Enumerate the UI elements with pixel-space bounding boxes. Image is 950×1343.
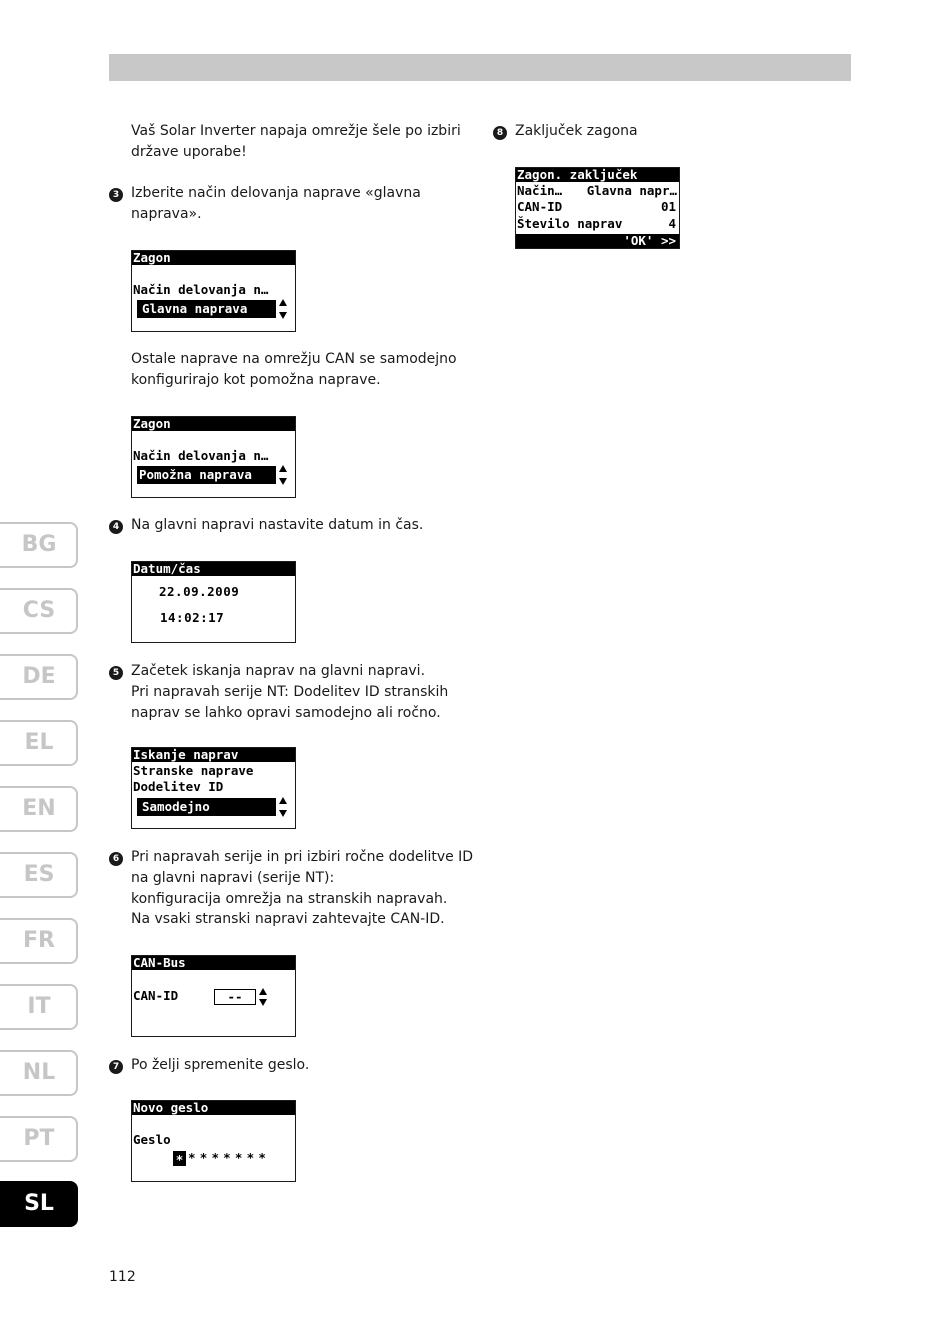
step-6-text [131,847,476,930]
display-title: Iskanje naprav [132,748,295,762]
step-5-line-1: Začetek iskanja naprav na glavni napravi. [131,663,426,679]
language-tab-el[interactable]: EL [0,720,78,766]
step-3-text [131,183,476,225]
up-down-arrows-icon [277,465,289,487]
header-bar [109,54,851,81]
step-4-bullet: 4 [109,520,123,534]
step-3-line-1: Izberite način delovanja naprave «glavna [131,185,421,201]
step-5-bullet: 5 [109,666,123,680]
step-6-line-1: Pri napravah serije in pri izbiri ročne dodelitve ID [131,849,474,865]
language-tab-bg[interactable]: BG [0,522,78,568]
display-title: Novo geslo [132,1101,295,1115]
language-tab-fr[interactable]: FR [0,918,78,964]
display-line-2: Dodelitev ID [133,779,224,794]
display-row-3-label: Število naprav [517,216,623,231]
display-title: CAN-Bus [132,956,295,970]
step-8-bullet: 8 [493,126,507,140]
up-down-arrows-icon [257,988,269,1010]
display-row-3-value: 4 [668,216,676,231]
display-row-1-value: Glavna napr… [586,183,677,198]
display-selected-value: Samodejno [137,798,276,816]
step-8-line-1: Zaključek zagona [515,123,638,139]
display-start-complete [515,167,680,249]
display-selected-value: Glavna naprava [137,300,276,318]
display-label: Geslo [133,1132,171,1147]
page-number: 112 [109,1269,136,1285]
up-down-arrows-icon [277,797,289,819]
language-tab-cs[interactable]: CS [0,588,78,634]
can-note-line-2: konfigurirajo kot pomožna naprave. [131,371,381,388]
can-note-text [131,349,476,391]
language-tab-en[interactable]: EN [0,786,78,832]
display-date: 22.09.2009 [159,584,240,599]
display-title: Zagon [132,417,295,431]
language-tab-de[interactable]: DE [0,654,78,700]
language-tab-es[interactable]: ES [0,852,78,898]
step-4-text [131,515,476,536]
step-4-line-1: Na glavni napravi nastavite datum in čas. [131,517,424,533]
display-label: Način delovanja n… [133,448,269,463]
intro-line-1: Vaš Solar Inverter napaja omrežje šele po izbiri [131,123,461,139]
display-row-2-label: CAN-ID [517,199,563,214]
display-new-password [131,1100,296,1182]
language-tab-pt[interactable]: PT [0,1116,78,1162]
step-6-line-2: na glavni napravi (serije NT): [131,869,335,886]
step-3-line-2: naprava». [131,205,202,222]
language-tab-sl[interactable]: SL [0,1181,78,1227]
display-line-1: Stranske naprave [133,763,254,778]
can-note-line-1: Ostale naprave na omrežju CAN se samodejno [131,351,457,367]
password-masked: ******* [188,1150,271,1165]
display-row-1-label: Način… [517,183,563,198]
display-device-search [131,747,296,829]
step-6-line-4: Na vsaki stranski napravi zahtevajte CAN-ID. [131,911,445,928]
step-5-line-3: naprav se lahko opravi samodejno ali ročno. [131,704,441,721]
intro-text [131,121,476,163]
step-8-text [515,121,815,142]
display-title: Datum/čas [132,562,295,576]
display-title: Zagon. zaključek [516,168,679,182]
display-label: Način delovanja n… [133,282,269,297]
display-start-slave [131,416,296,498]
password-cursor: * [173,1151,186,1166]
display-selected-value: Pomožna naprava [137,466,276,484]
step-3-bullet: 3 [109,188,123,202]
can-id-field: -- [214,989,256,1005]
display-date-time [131,561,296,643]
step-5-text [131,661,476,723]
step-6-line-3: konfiguracija omrežja na stranskih napravah. [131,890,448,907]
step-7-line-1: Po želji spremenite geslo. [131,1057,310,1073]
display-row-2-value: 01 [660,199,676,214]
display-can-bus [131,955,296,1037]
step-6-bullet: 6 [109,852,123,866]
display-ok-footer: 'OK' >> [516,234,679,248]
step-7-bullet: 7 [109,1060,123,1074]
step-5-line-2: Pri napravah serije NT: Dodelitev ID stranskih [131,683,449,700]
step-7-text [131,1055,476,1076]
display-time: 14:02:17 [160,610,225,625]
intro-line-2: države uporabe! [131,143,247,160]
language-tab-nl[interactable]: NL [0,1050,78,1096]
language-tab-it[interactable]: IT [0,984,78,1030]
display-label: CAN-ID [133,988,179,1003]
up-down-arrows-icon [277,299,289,321]
display-title: Zagon [132,251,295,265]
display-start-master [131,250,296,332]
